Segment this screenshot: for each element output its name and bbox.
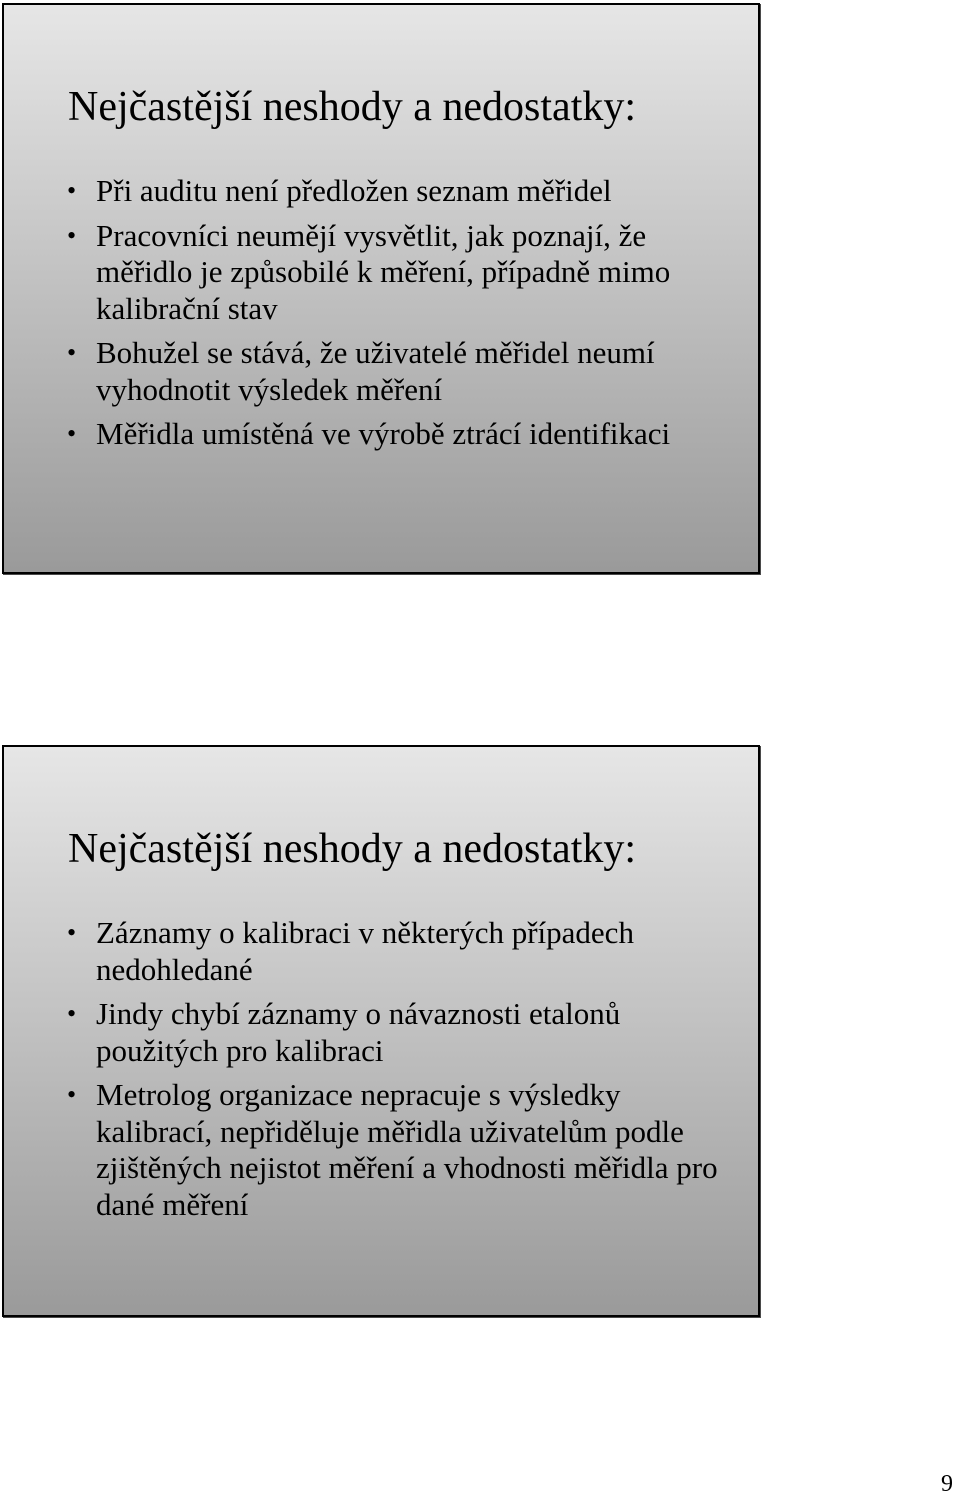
slide-title: Nejčastější neshody a nedostatky: — [68, 826, 637, 872]
slide-title: Nejčastější neshody a nedostatky: — [68, 84, 637, 130]
bullet-item — [66, 173, 726, 210]
bullet-text: Při auditu není předložen seznam měřidel — [96, 173, 612, 208]
slide-2 — [2, 745, 760, 1317]
bullet-text: Pracovníci neumějí vysvětlit, jak poznají, že měřidlo je způsobilé k měření, případně mimo kalibrační stav — [96, 217, 671, 326]
bullet-text: Metrolog organizace nepracuje s výsledky kalibrací, nepřiděluje měřidla uživatelům podle zjištěných nejistot měření a vhodnosti měřidla pro dané měření — [96, 1077, 718, 1222]
bullet-icon: • — [67, 918, 77, 947]
bullet-item — [66, 1077, 726, 1223]
bullet-icon: • — [67, 338, 77, 367]
slide-1 — [2, 3, 760, 574]
bullet-list — [66, 915, 726, 1231]
bullet-list — [66, 173, 726, 461]
bullet-item — [66, 218, 726, 328]
bullet-text: Bohužel se stává, že uživatelé měřidel neumí vyhodnotit výsledek měření — [96, 335, 655, 407]
bullet-item — [66, 335, 726, 408]
bullet-item — [66, 996, 726, 1069]
bullet-icon: • — [67, 419, 77, 448]
bullet-icon: • — [67, 176, 77, 205]
bullet-item — [66, 915, 726, 988]
bullet-icon: • — [67, 1080, 77, 1109]
bullet-text: Měřidla umístěná ve výrobě ztrácí identifikaci — [96, 416, 671, 451]
bullet-icon: • — [67, 220, 77, 250]
bullet-text: Jindy chybí záznamy o návaznosti etalonů použitých pro kalibraci — [96, 996, 621, 1068]
page-number: 9 — [941, 1471, 953, 1497]
bullet-text: Záznamy o kalibraci v některých případech nedohledané — [96, 915, 634, 987]
bullet-icon: • — [67, 999, 77, 1028]
bullet-item — [66, 416, 726, 453]
